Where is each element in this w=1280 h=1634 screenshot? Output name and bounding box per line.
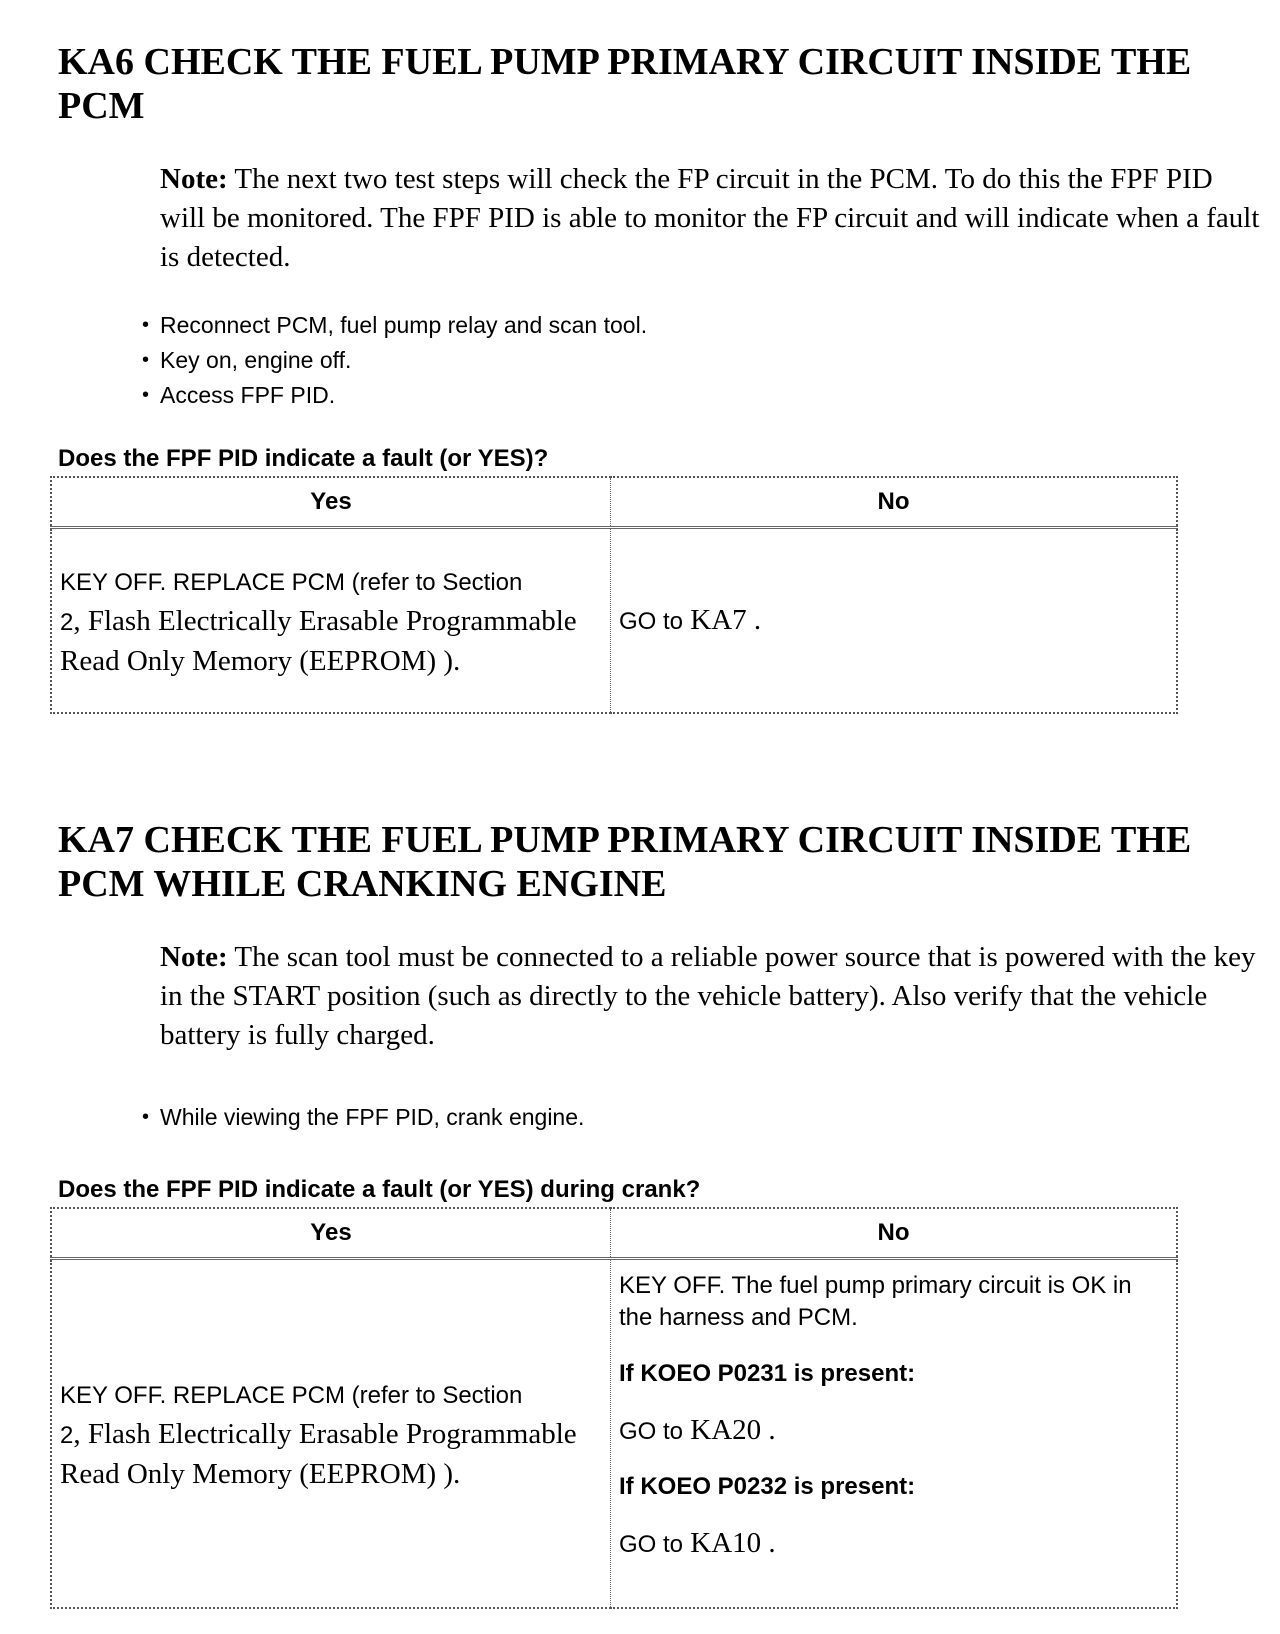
goto-ka20-link[interactable]: KA20 . — [683, 1414, 776, 1446]
no-column-header: No — [611, 1208, 1178, 1259]
ka6-note — [160, 160, 1260, 277]
condition-p0231: If KOEO P0231 is present: — [619, 1360, 916, 1387]
yes-action-text: KEY OFF. REPLACE PCM (refer to Section — [60, 1381, 523, 1409]
ka7-question: Does the FPF PID indicate a fault (or YES) during crank? — [58, 1176, 701, 1203]
condition-p0232: If KOEO P0232 is present: — [619, 1473, 916, 1500]
section-number: 2 — [60, 608, 74, 636]
goto-ka7-link[interactable]: KA7 . — [683, 604, 762, 636]
no-column-header: No — [611, 477, 1178, 528]
list-item: • Key on, engine off. — [140, 343, 647, 378]
ka7-no-action — [611, 1259, 1178, 1609]
list-item: • While viewing the FPF PID, crank engine. — [140, 1100, 584, 1135]
ka6-question: Does the FPF PID indicate a fault (or YES)? — [58, 445, 549, 472]
ka7-steps-list — [140, 1100, 584, 1135]
ka6-note-label: Note: — [160, 163, 228, 195]
no-intro-text: KEY OFF. The fuel pump primary circuit is OK in the harness and PCM. — [619, 1272, 1132, 1331]
ka6-steps-list — [140, 308, 647, 413]
goto-label: GO to — [619, 608, 684, 635]
section-number: 2 — [60, 1421, 74, 1449]
ka6-result-table — [50, 476, 1178, 714]
goto-label: GO to — [619, 1531, 684, 1558]
section-link[interactable]: , Flash Electrically Erasable Programmable Read Only Memory (EEPROM) ). — [60, 1417, 577, 1490]
yes-column-header: Yes — [51, 477, 611, 528]
ka7-note-text: The scan tool must be connected to a reliable power source that is powered with the key in the START position (such as directly to the vehicle battery). Also verify that the vehicle battery is fully charged. — [160, 941, 1256, 1051]
yes-column-header: Yes — [51, 1208, 611, 1259]
ka7-heading: KA7 CHECK THE FUEL PUMP PRIMARY CIRCUIT INSIDE THE PCM WHILE CRANKING ENGINE — [58, 819, 1192, 905]
ka6-note-text: The next two test steps will check the FP circuit in the PCM. To do this the FPF PID will be monitored. The FPF PID is able to monitor the FP circuit and will indicate when a fault is detected. — [160, 163, 1260, 273]
ka7-note — [160, 938, 1260, 1055]
goto-ka10-link[interactable]: KA10 . — [683, 1527, 776, 1559]
ka6-heading: KA6 CHECK THE FUEL PUMP PRIMARY CIRCUIT INSIDE THE PCM — [58, 41, 1192, 127]
section-link[interactable]: , Flash Electrically Erasable Programmable Read Only Memory (EEPROM) ). — [60, 604, 577, 677]
ka7-note-label: Note: — [160, 941, 228, 973]
yes-action-text: KEY OFF. REPLACE PCM (refer to Section — [60, 568, 523, 596]
ka6-no-action — [611, 528, 1178, 714]
ka7-yes-action — [51, 1259, 611, 1609]
goto-label: GO to — [619, 1418, 684, 1445]
ka7-result-table — [50, 1207, 1178, 1609]
ka6-yes-action — [51, 528, 611, 714]
list-item: • Access FPF PID. — [140, 378, 647, 413]
list-item: • Reconnect PCM, fuel pump relay and scan tool. — [140, 308, 647, 343]
